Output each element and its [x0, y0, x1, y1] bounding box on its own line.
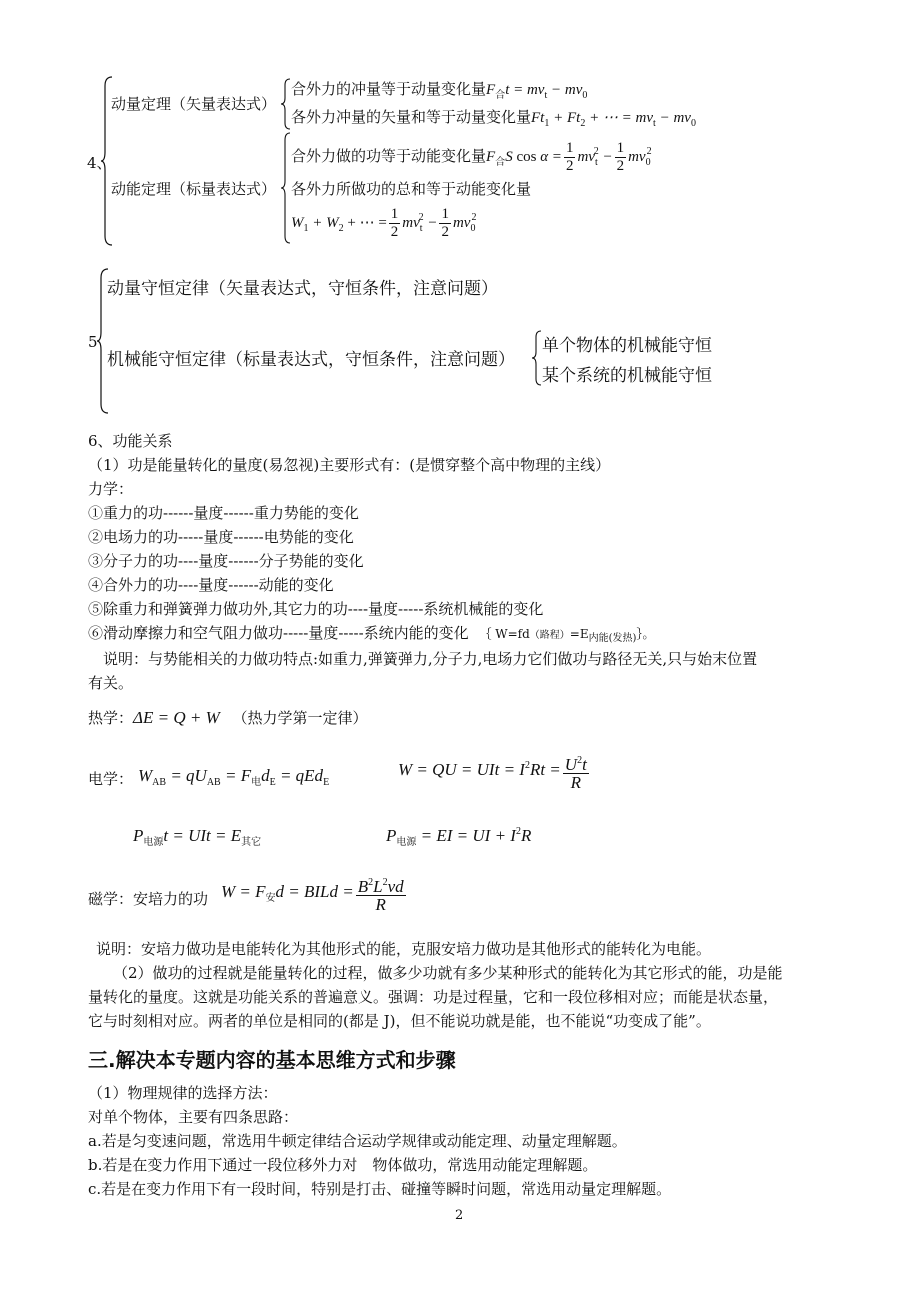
mag-text: 安培力的功 — [133, 890, 209, 908]
power-eq2: $P_{电源}$ = EI = UI + $I^2R$ — [386, 826, 532, 848]
item-6-note-b: （路程） — [529, 630, 570, 641]
item-6-note-d: 内能(发热) — [588, 633, 637, 644]
momentum-line1-text: 合外力的冲量等于动量变化量 — [291, 80, 487, 98]
thermo-label: 热学： — [88, 709, 134, 727]
energy-line2: 各外力所做功的总和等于动能变化量 — [291, 180, 532, 198]
item-5: ⑤除重力和弹簧弹力做功外,其它力的功----量度-----系统机械能的变化 — [88, 600, 544, 618]
section3-p1: （1）物理规律的选择方法： — [88, 1084, 278, 1102]
energy-eq1: $F_合S$ cos α = $\frac{1}{2}$ $mv_t^2$ − $\frac{1}{2}$ $mv_0^2$ — [486, 140, 652, 174]
item-2: ②电场力的功-----量度------电势能的变化 — [88, 528, 354, 546]
item-6-note-a: ｛ W=fd — [479, 627, 530, 641]
sub-power-1: 电源 — [143, 837, 164, 848]
mag-label: 磁学： — [88, 890, 134, 908]
page-number: 2 — [455, 1208, 464, 1223]
section3-c: c.若是在变力作用下有一段时间，特别是打击、碰撞等瞬时问题，常选用动量定理解题。 — [88, 1180, 672, 1198]
item-6-note-e: ｝。 — [636, 627, 655, 641]
elec-eq1: $W_{AB} = qU_{AB} = F_电d_E = qEd_E$ — [138, 766, 330, 788]
item-6 — [88, 622, 654, 644]
energy-theorem-label: 动能定理（标量表达式） — [111, 180, 277, 198]
p2-line2: 量转化的量度。这就是功能关系的普遍意义。强调：功是过程量，它和一段位移相对应；而能是状态量， — [88, 988, 779, 1006]
power-eq1: $P_{电源}t$ = UIt = $E_{其它}$ — [133, 826, 262, 848]
section6-p1: （1）功是能量转化的量度(易忽视)主要形式有：(是惯穿整个高中物理的主线） — [88, 456, 611, 474]
note2: 说明：安培力做功是电能转化为其他形式的能，克服安培力做功是其他形式的能转化为电能。 — [96, 940, 712, 958]
single-object: 单个物体的机械能守恒 — [542, 336, 712, 356]
sub-an: 安 — [265, 893, 276, 905]
p2-line1: （2）做功的过程就是能量转化的过程，做多少功就有多少某种形式的能转化为其它形式的能，功是能 — [113, 964, 783, 982]
sub-he-2: 合 — [495, 156, 506, 168]
sub-dian: 电 — [251, 777, 262, 788]
energy-eq2: $W_1 + W_2$ + ⋯ = $\frac{1}{2}$ $mv_t^2$ − $\frac{1}{2}$ $mv_0^2$ — [291, 206, 477, 240]
item-6-note-c: =E — [569, 627, 589, 641]
note1-cont: 有关。 — [88, 674, 134, 692]
momentum-eq2: $Ft_1 + Ft_2$ + ⋯ = $mv_t - mv_0$ — [531, 110, 696, 129]
sub-power-2: 电源 — [396, 837, 417, 848]
elec-eq2: W = QU = UIt = $I^2Rt$ = $\frac{U^2t}{R}$ — [398, 752, 591, 791]
item-3: ③分子力的功----量度------分子势能的变化 — [88, 552, 364, 570]
momentum-line2 — [291, 106, 696, 129]
section6-title: 6、功能关系 — [88, 432, 173, 450]
energy-line1-text: 合外力做的功等于动能变化量 — [291, 146, 487, 165]
section3-heading: 三.解决本专题内容的基本思维方式和步骤 — [88, 1048, 456, 1072]
momentum-line2-text: 各外力冲量的矢量和等于动量变化量 — [291, 108, 532, 126]
momentum-eq1: $F_合t = mv_t - mv_0$ — [486, 82, 588, 101]
elec-label: 电学： — [88, 770, 134, 788]
section5-number: 5 — [88, 333, 98, 351]
sub-other: 其它 — [241, 837, 262, 848]
momentum-conservation: 动量守恒定律（矢量表达式，守恒条件，注意问题） — [107, 279, 498, 299]
section4-number: 4、 — [87, 154, 112, 172]
momentum-line1 — [291, 78, 587, 101]
sub-he-1: 合 — [495, 90, 506, 101]
thermo-eq: ΔE = Q + W — [133, 708, 220, 727]
p2-line3: 它与时刻相对应。两者的单位是相同的(都是 J)，但不能说功就是能，也不能说“功变成了能”。 — [88, 1012, 711, 1030]
thermo-line — [88, 707, 368, 728]
item-6-text: ⑥滑动摩擦力和空气阻力做功-----量度-----系统内能的变化 — [88, 624, 469, 642]
eq-dots: + ⋯ = — [347, 214, 387, 231]
mag-line — [88, 888, 208, 909]
momentum-theorem-label: 动量定理（矢量表达式） — [111, 95, 277, 113]
mech-conservation: 机械能守恒定律（标量表达式，守恒条件，注意问题） — [107, 350, 515, 370]
section3-p2: 对单个物体，主要有四条思路： — [88, 1108, 299, 1126]
item-1: ①重力的功------量度------重力势能的变化 — [88, 504, 359, 522]
system-conservation: 某个系统的机械能守恒 — [542, 366, 712, 386]
thermo-law: （热力学第一定律） — [232, 709, 368, 727]
section3-b: b.若是在变力作用下通过一段位移外力对 物体做功，常选用动能定理解题。 — [88, 1156, 598, 1174]
mechanics-label: 力学： — [88, 480, 134, 498]
note1: 说明：与势能相关的力做功特点:如重力,弹簧弹力,分子力,电场力它们做功与路径无关,只与始末位置 — [103, 650, 758, 668]
section3-a: a.若是匀变速问题，常选用牛顿定律结合运动学规律或动能定理、动量定理解题。 — [88, 1132, 627, 1150]
item-4: ④合外力的功----量度------动能的变化 — [88, 576, 334, 594]
mag-eq: $W = F_安d$ = BILd = $\frac{B^2L^2vd}{R}$ — [221, 874, 408, 913]
energy-line1 — [291, 140, 652, 175]
